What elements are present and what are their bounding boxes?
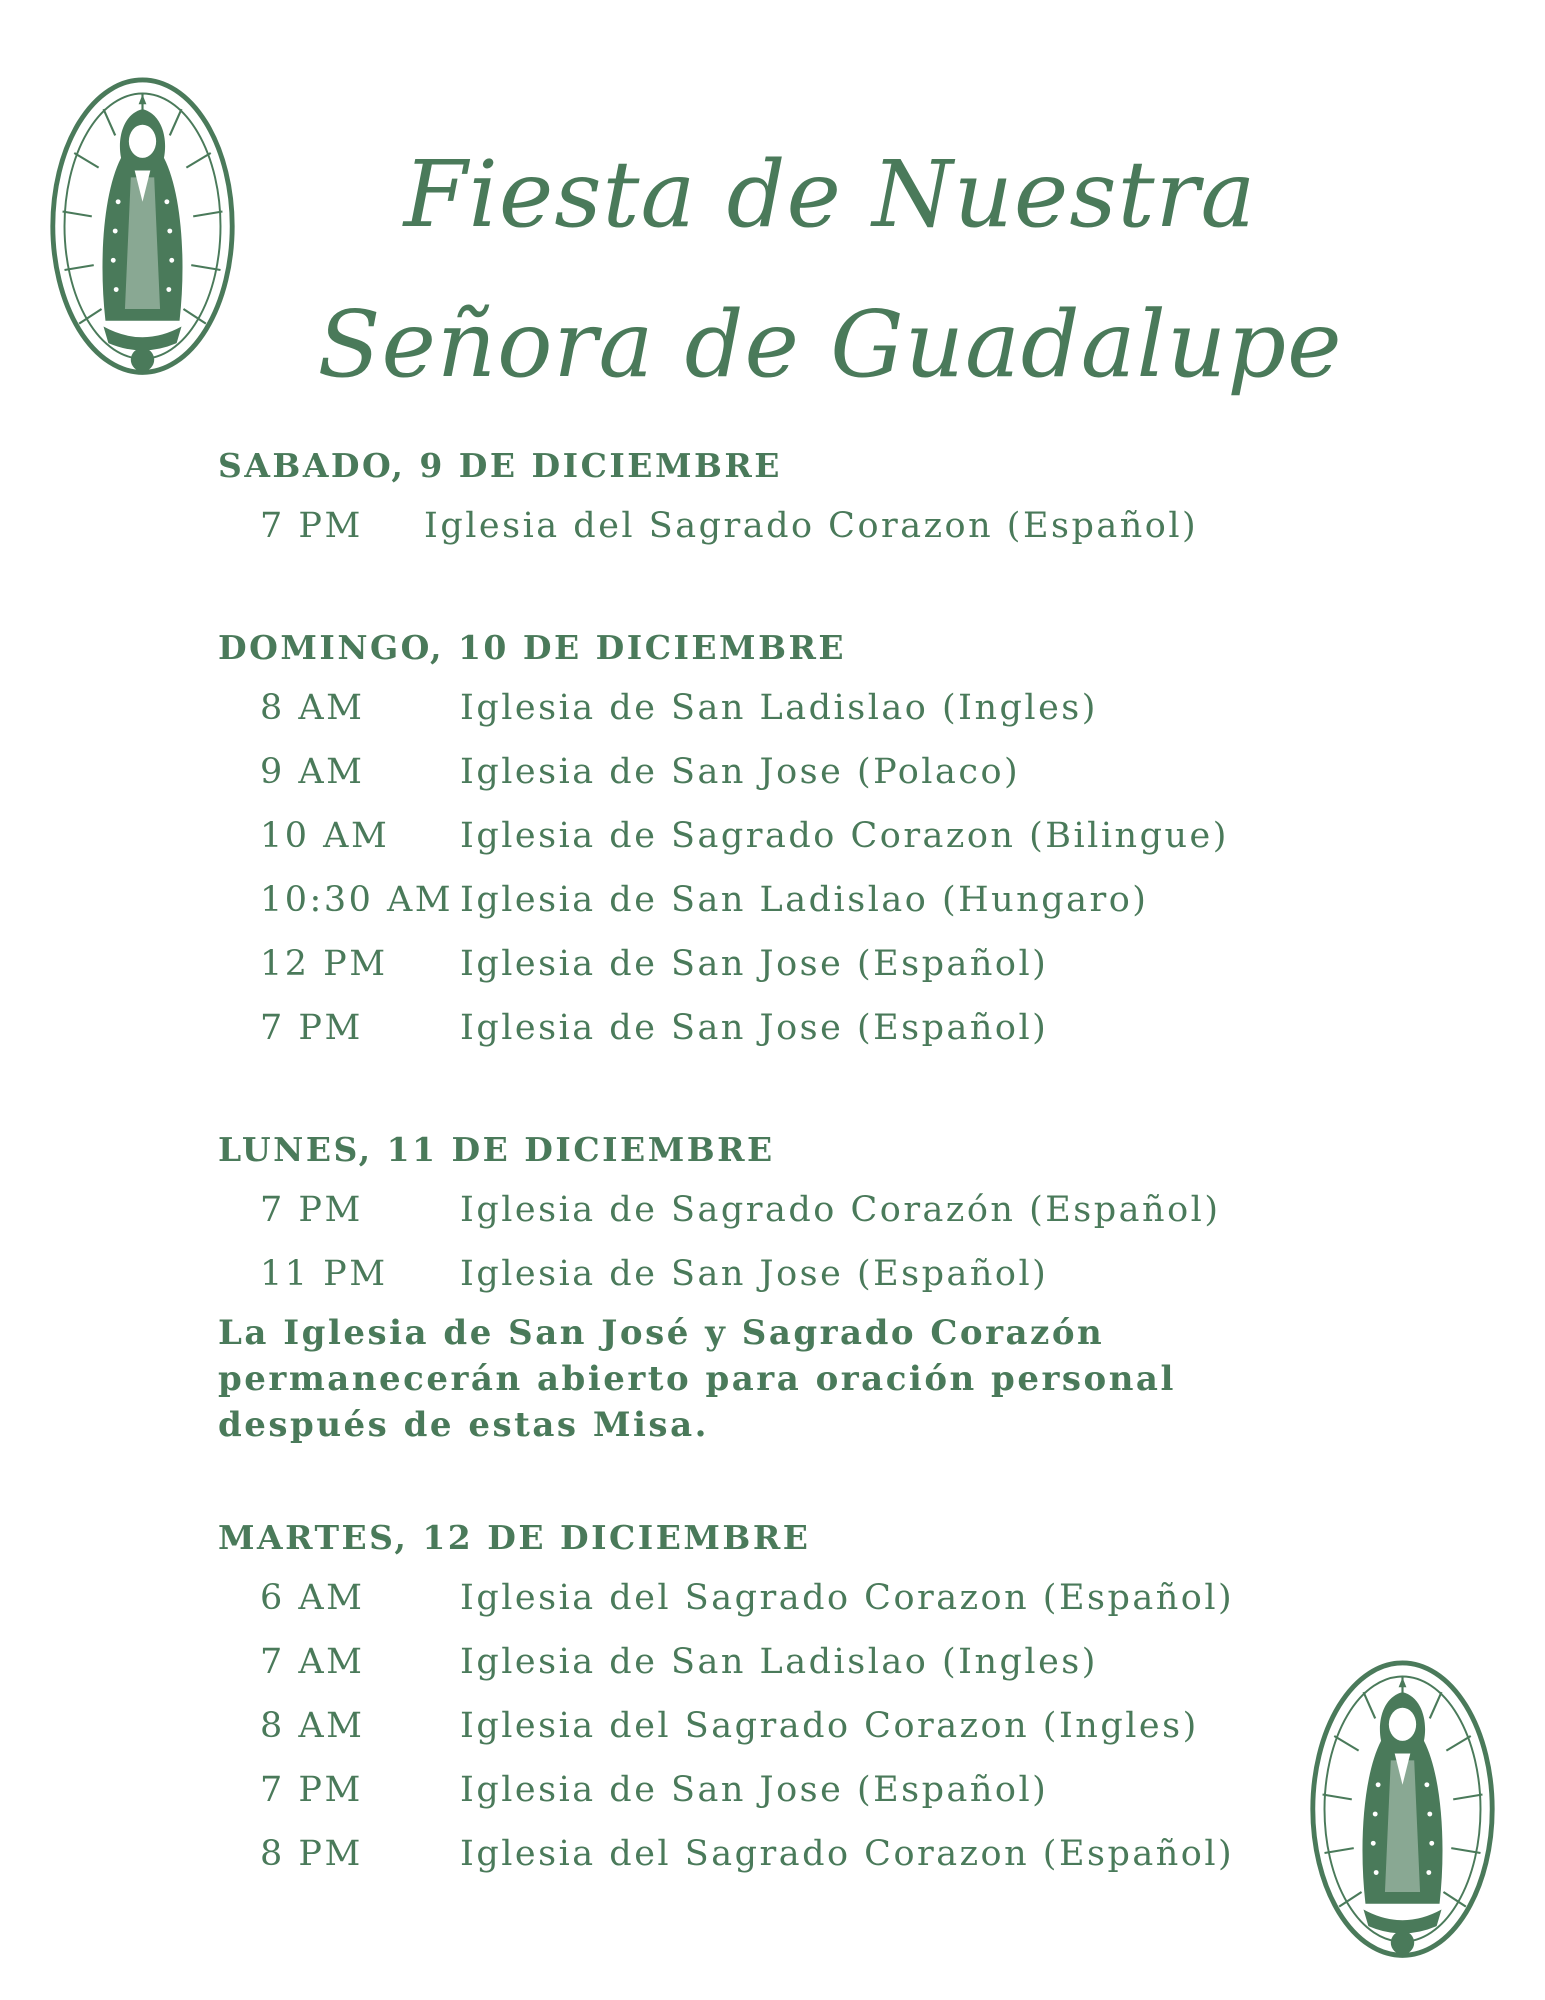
day-section (218, 1510, 1368, 1886)
day-title: LUNES, 11 DE DICIEMBRE (218, 1130, 775, 1169)
mass-time: 10 AM (260, 816, 390, 856)
mass-time: 7 AM (260, 1642, 365, 1682)
day-section (218, 620, 1368, 1060)
mass-row (218, 1178, 1368, 1242)
mass-time: 9 AM (260, 752, 365, 792)
mass-row (218, 1566, 1368, 1630)
mass-place: Iglesia de San Ladislao (Hungaro) (460, 880, 1149, 920)
mass-place: Iglesia de Sagrado Corazon (Bilingue) (460, 816, 1229, 856)
mass-row (218, 1822, 1368, 1886)
mass-place: Iglesia de San Jose (Español) (460, 1008, 1049, 1048)
mass-time: 8 PM (260, 1834, 363, 1874)
mass-place: Iglesia del Sagrado Corazon (Español) (460, 1578, 1235, 1618)
mass-row (218, 996, 1368, 1060)
mass-time: 7 PM (260, 1770, 363, 1810)
mass-time: 8 AM (260, 688, 365, 728)
mass-row (218, 676, 1368, 740)
day-section (218, 438, 1368, 558)
mass-row (218, 494, 1368, 558)
day-title: MARTES, 12 DE DICIEMBRE (218, 1518, 811, 1557)
mass-time: 7 PM (260, 506, 363, 546)
mass-place: Iglesia de San Jose (Español) (460, 1254, 1049, 1294)
day-note: La Iglesia de San José y Sagrado Corazón permanecerán abierto para oración personal después de estas Misa. (218, 1313, 1176, 1445)
mass-row (218, 868, 1368, 932)
mass-place: Iglesia de Sagrado Corazón (Español) (460, 1190, 1221, 1230)
mass-place: Iglesia de San Jose (Español) (460, 944, 1049, 984)
mass-row (218, 1758, 1368, 1822)
mass-time: 8 AM (260, 1706, 365, 1746)
mass-time: 10:30 AM (260, 880, 454, 920)
mass-time: 7 PM (260, 1008, 363, 1048)
mass-row (218, 740, 1368, 804)
mass-row (218, 804, 1368, 868)
mass-place: Iglesia de San Ladislao (Ingles) (460, 1642, 1098, 1682)
mass-time: 12 PM (260, 944, 388, 984)
mass-place: Iglesia de San Jose (Polaco) (460, 752, 1021, 792)
mass-time: 6 AM (260, 1578, 365, 1618)
mass-time: 11 PM (260, 1254, 388, 1294)
mass-row (218, 1242, 1368, 1306)
virgin-of-guadalupe-icon (45, 62, 240, 400)
mass-place: Iglesia de San Jose (Español) (460, 1770, 1049, 1810)
mass-place: Iglesia de San Ladislao (Ingles) (460, 688, 1098, 728)
day-title: SABADO, 9 DE DICIEMBRE (218, 446, 782, 485)
mass-time: 7 PM (260, 1190, 363, 1230)
mass-row (218, 932, 1368, 996)
mass-schedule (218, 438, 1368, 1948)
mass-row (218, 1630, 1368, 1694)
mass-row (218, 1694, 1368, 1758)
mass-place: Iglesia del Sagrado Corazon (Español) (424, 506, 1199, 546)
virgin-of-guadalupe-icon (1305, 1645, 1500, 1983)
day-section (218, 1122, 1368, 1448)
mass-place: Iglesia del Sagrado Corazon (Ingles) (460, 1706, 1199, 1746)
mass-place: Iglesia del Sagrado Corazon (Español) (460, 1834, 1235, 1874)
day-title: DOMINGO, 10 DE DICIEMBRE (218, 628, 847, 667)
page-title: Fiesta de Nuestra Señora de Guadalupe (317, 141, 1343, 398)
